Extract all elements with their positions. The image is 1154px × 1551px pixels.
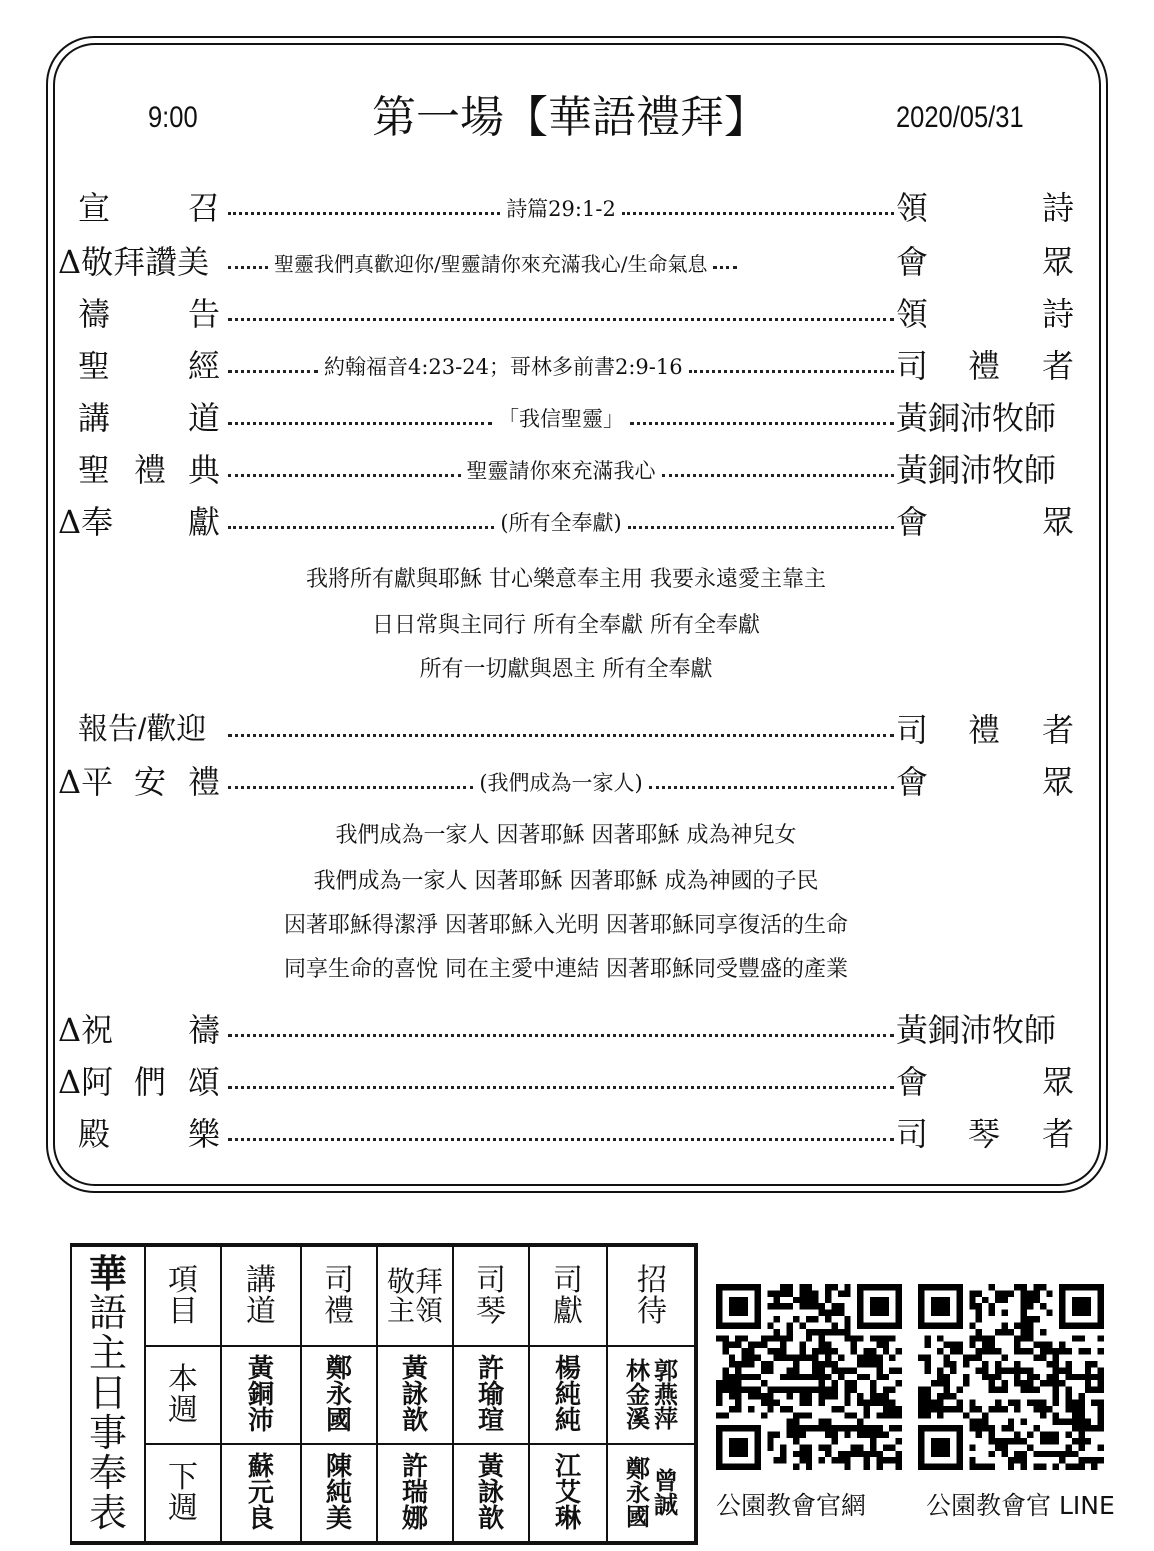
order-responsible: 琴 xyxy=(968,1115,1001,1153)
order-label: 安 xyxy=(134,763,167,801)
service-title: 第一場【華語禮拜】 xyxy=(372,92,768,143)
peace-lyric-line: 我們成為一家人 因著耶穌 因著耶穌 成為神國的子民 xyxy=(313,869,819,894)
order-label: 禮 xyxy=(134,451,167,489)
order-responsible: 者 xyxy=(1042,711,1075,749)
order-detail: 約翰福音4:23-24；哥林多前書2:9-16 xyxy=(324,355,683,379)
order-responsible: 司 xyxy=(896,711,929,749)
order-label: Δ敬拜讚美 xyxy=(58,243,210,281)
offering-lyric-line: 日日常與主同行 所有全奉獻 所有全奉獻 xyxy=(372,613,760,638)
offering-lyric-line: 我將所有獻與耶穌 甘心樂意奉主用 我要永遠愛主靠主 xyxy=(306,567,826,592)
roster-title: 華 語 主 日 事 奉 表 xyxy=(88,1251,127,1535)
order-label: 樂 xyxy=(188,1115,221,1153)
order-label: Δ阿 xyxy=(58,1063,114,1101)
order-label: 聖 xyxy=(78,451,111,489)
order-row-peace xyxy=(58,758,1074,806)
order-responsible: 者 xyxy=(1042,1115,1075,1153)
order-label: Δ平 xyxy=(58,763,114,801)
roster-this-week-worship-leader: 黃 詠 歆 xyxy=(401,1354,428,1436)
roster-this-week-ushers: 郭 燕 萍 林 金 溪 xyxy=(626,1357,678,1433)
roster-next-week-label: 下 週 xyxy=(168,1459,198,1526)
line-qr-caption: 公園教會官 LINE xyxy=(926,1491,1115,1520)
order-label: 聖 xyxy=(78,347,111,385)
order-row-amen xyxy=(58,1058,1074,1106)
service-date: 2020/05/31 xyxy=(896,101,1024,134)
roster-this-week-label: 本 週 xyxy=(168,1361,198,1428)
peace-lyric-line: 同享生命的喜悅 同在主愛中連結 因著耶穌同受豐盛的產業 xyxy=(284,957,848,982)
peace-lyric-line: 因著耶穌得潔淨 因著耶穌入光明 因著耶穌同享復活的生命 xyxy=(284,913,848,938)
roster-next-week-ushers: 曾 誠 鄭 永 國 xyxy=(626,1455,678,1531)
order-label: 報告/歡迎 xyxy=(78,713,207,746)
order-label: 典 xyxy=(188,451,221,489)
order-detail: 詩篇29:1-2 xyxy=(506,197,616,221)
roster-next-week-worship-leader: 許 瑞 娜 xyxy=(401,1452,428,1534)
order-detail: 「我信聖靈」 xyxy=(498,407,624,431)
order-responsible: 者 xyxy=(1042,347,1075,385)
order-responsible: 詩 xyxy=(1042,189,1075,227)
order-responsible: 司 xyxy=(896,1115,929,1153)
order-detail: (我們成為一家人) xyxy=(479,771,643,795)
order-row-praise xyxy=(58,238,1074,286)
order-responsible: 黃銅沛牧師 xyxy=(896,1011,1057,1049)
order-label: 告 xyxy=(188,295,221,333)
roster-header-cell: 敬拜 主領 xyxy=(386,1264,443,1327)
order-row-announcements xyxy=(58,706,1074,754)
order-responsible: 會 xyxy=(896,503,929,541)
order-label: 們 xyxy=(134,1063,167,1101)
order-label: Δ祝 xyxy=(58,1011,114,1049)
roster-header-cell: 司 琴 xyxy=(476,1262,506,1329)
order-label: 殿 xyxy=(78,1115,111,1153)
order-responsible: 司 xyxy=(896,347,929,385)
order-row-prayer xyxy=(58,290,1074,338)
order-detail: (所有全奉獻) xyxy=(500,511,622,535)
order-row-sermon xyxy=(58,394,1074,442)
roster-this-week-preacher: 黃 銅 沛 xyxy=(247,1354,274,1436)
service-roster-table xyxy=(70,1243,698,1545)
order-responsible: 眾 xyxy=(1042,503,1075,541)
order-label: 經 xyxy=(188,347,221,385)
order-label: 禱 xyxy=(188,1011,221,1049)
order-detail: 聖靈請你來充滿我心 xyxy=(466,459,656,483)
order-responsible: 眾 xyxy=(1042,243,1075,281)
order-responsible: 會 xyxy=(896,243,929,281)
order-row-scripture xyxy=(58,342,1074,390)
line-qr-code[interactable] xyxy=(918,1284,1104,1470)
roster-this-week-pianist: 許 瑜 瑄 xyxy=(477,1354,504,1436)
order-label: Δ奉 xyxy=(58,503,114,541)
order-label: 宣 xyxy=(78,189,111,227)
peace-lyric-line: 我們成為一家人 因著耶穌 因著耶穌 成為神兒女 xyxy=(335,823,797,848)
roster-this-week-offering: 楊 純 純 xyxy=(554,1354,581,1436)
order-responsible: 詩 xyxy=(1042,295,1075,333)
order-responsible: 領 xyxy=(896,189,929,227)
order-label: 頌 xyxy=(188,1063,221,1101)
roster-header-cell: 講 道 xyxy=(246,1262,276,1329)
order-label: 講 xyxy=(78,399,111,437)
order-responsible: 黃銅沛牧師 xyxy=(896,451,1057,489)
order-detail: 聖靈我們真歡迎你/聖靈請你來充滿我心/生命氣息 xyxy=(274,251,708,276)
roster-next-week-pianist: 黃 詠 歆 xyxy=(477,1452,504,1534)
order-row-postlude xyxy=(58,1110,1074,1158)
service-time: 9:00 xyxy=(148,101,198,134)
roster-next-week-preacher: 蘇 元 良 xyxy=(247,1452,274,1534)
order-responsible: 會 xyxy=(896,763,929,801)
order-responsible: 禮 xyxy=(968,711,1001,749)
order-label: 召 xyxy=(188,189,221,227)
order-responsible: 黃銅沛牧師 xyxy=(896,399,1057,437)
order-label: 禮 xyxy=(188,763,221,801)
roster-this-week-liturgist: 鄭 永 國 xyxy=(325,1354,352,1436)
roster-header-cell: 項 目 xyxy=(168,1262,198,1329)
order-responsible: 眾 xyxy=(1042,1063,1075,1101)
order-responsible: 禮 xyxy=(968,347,1001,385)
roster-header-cell: 司 獻 xyxy=(553,1262,583,1329)
order-responsible: 會 xyxy=(896,1063,929,1101)
order-row-call-to-worship xyxy=(58,184,1074,232)
roster-header-cell: 招 待 xyxy=(637,1262,667,1329)
order-row-sacrament xyxy=(58,446,1074,494)
website-qr-caption: 公園教會官網 xyxy=(716,1491,867,1520)
order-responsible: 領 xyxy=(896,295,929,333)
roster-next-week-liturgist: 陳 純 美 xyxy=(325,1452,352,1534)
order-row-benediction xyxy=(58,1006,1074,1054)
order-label: 道 xyxy=(188,399,221,437)
order-row-offering xyxy=(58,498,1074,546)
order-responsible: 眾 xyxy=(1042,763,1075,801)
order-label: 禱 xyxy=(78,295,111,333)
website-qr-code[interactable] xyxy=(716,1284,902,1470)
roster-header-cell: 司 禮 xyxy=(324,1262,354,1329)
roster-next-week-offering: 江 艾 琳 xyxy=(554,1452,581,1534)
offering-lyric-line: 所有一切獻與恩主 所有全奉獻 xyxy=(419,657,713,682)
order-label: 獻 xyxy=(188,503,221,541)
